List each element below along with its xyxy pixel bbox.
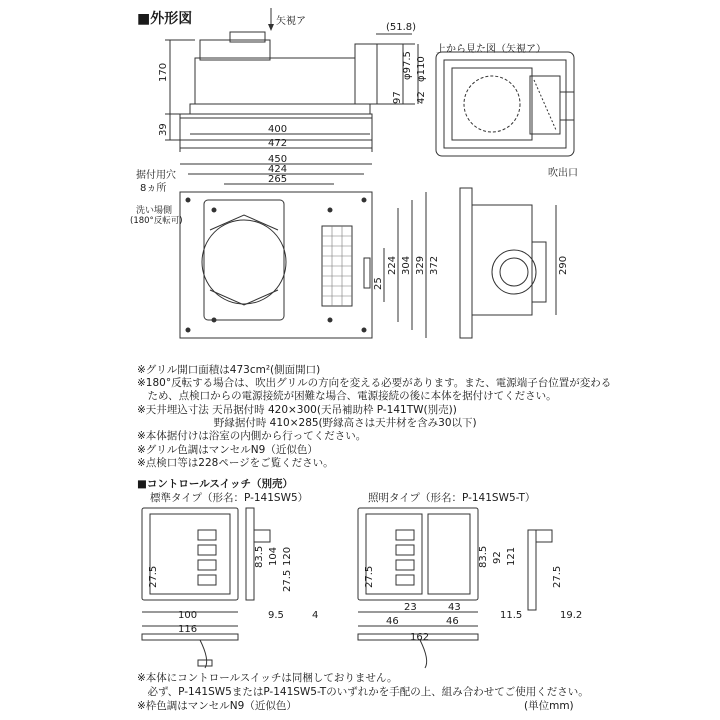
front-view-unit <box>165 8 418 152</box>
footer-note-0: ※本体にコントロールスイッチは同梱しておりません。 <box>137 672 398 684</box>
dim-light-6: 46 <box>386 616 399 627</box>
dim-front-0: (51.8) <box>386 22 417 33</box>
dim-std-5: 100 <box>178 610 198 621</box>
standard-type-label: 標準タイプ（形名：P-141SW5） <box>150 492 309 504</box>
dim-light-7: 46 <box>446 616 459 627</box>
side-view-unit <box>460 188 556 338</box>
dim-light-0: 83.5 <box>478 545 489 568</box>
top-view-caption: 上から見た図（矢視ア） <box>436 44 546 55</box>
dim-light-5: 43 <box>448 602 461 613</box>
dim-front-7: 400 <box>268 124 288 135</box>
dim-std-2: 120 <box>282 546 293 566</box>
dim-front-1: φ97.5 <box>402 51 413 80</box>
standard-switch-drawing <box>142 508 270 668</box>
section-title: ■外形図 <box>137 11 193 27</box>
dim-plan-2: 265 <box>268 174 288 185</box>
dim-light-10: 19.2 <box>560 610 583 621</box>
dim-plan-5: 304 <box>401 255 412 275</box>
dim-std-3: 27.5 <box>148 565 159 588</box>
wash-side-label: 洗い場側 <box>136 206 173 216</box>
dim-std-0: 83.5 <box>254 545 265 568</box>
dim-std-7: 9.5 <box>268 610 284 621</box>
dim-plan-3: 25 <box>373 277 384 290</box>
dim-light-8: 162 <box>410 632 430 643</box>
dim-front-5: 42 <box>416 91 427 104</box>
dim-light-rot: 27.5 <box>552 565 563 588</box>
dim-light-2: 121 <box>506 546 517 566</box>
dim-std-4: 27.5 <box>282 569 293 592</box>
note-2: ため、点検口からの電源接続が困難な場合、電源接続の後に本体を据付けてください。 <box>137 390 557 402</box>
dim-plan-6: 329 <box>415 255 426 275</box>
dim-plan-8: 290 <box>558 255 569 275</box>
note-7: ※点検口等は228ページをご覧ください。 <box>137 457 334 469</box>
footer-note-1: 必ず、P-141SW5またはP-141SW5-Tのいずれかを手配の上、組み合わせてご使用ください。 <box>137 686 589 698</box>
rotate-label: (180°反転可) <box>130 216 183 226</box>
mount-hole-label: 据付用穴 <box>136 170 176 181</box>
unit-label: (単位mm) <box>524 700 574 712</box>
dim-front-2: φ110 <box>416 56 427 82</box>
note-6: ※グリル色調はマンセルN9（近似色） <box>137 444 318 456</box>
dim-front-8: 472 <box>268 138 288 149</box>
dim-light-3: 27.5 <box>364 565 375 588</box>
top-view-unit <box>436 52 574 156</box>
dim-std-6: 116 <box>178 624 198 635</box>
note-0: ※グリル開口面積は473cm²(側面開口) <box>137 364 321 376</box>
dim-plan-0: 450 <box>268 154 288 165</box>
switch-section-title: ■コントロールスイッチ（別売） <box>137 478 293 490</box>
dim-light-9: 11.5 <box>500 610 523 621</box>
note-3: ※天井埋込寸法 天吊据付時 420×300(天吊補助枠 P-141TW(別売)) <box>137 404 457 416</box>
dim-front-3: 170 <box>158 62 169 82</box>
mount-hole-count: 8ヵ所 <box>140 183 167 194</box>
note-5: ※本体据付けは浴室の内側から行ってください。 <box>137 430 367 442</box>
dim-plan-7: 372 <box>429 255 440 275</box>
dim-front-6: 39 <box>158 123 169 136</box>
footer-note-2: ※枠色調はマンセルN9（近似色） <box>137 700 297 712</box>
note-1: ※180°反転する場合は、吹出グリルの方向を変える必要があります。また、電源端子台位置が変わる <box>137 377 612 389</box>
dim-light-1: 92 <box>492 551 503 564</box>
note-4: 野縁据付時 410×285(野縁高さは天井材を含み30以下) <box>137 417 477 429</box>
dim-std-8: 4 <box>312 610 319 621</box>
dim-plan-4: 224 <box>387 255 398 275</box>
dim-plan-1: 424 <box>268 164 288 175</box>
dim-std-1: 104 <box>268 546 279 566</box>
arrow-label: 矢視ア <box>276 16 306 27</box>
light-type-label: 照明タイプ（形名：P-141SW5-T） <box>368 492 536 504</box>
dim-light-4: 23 <box>404 602 417 613</box>
plan-view-unit <box>180 164 426 338</box>
light-switch-drawing <box>358 508 552 668</box>
dim-front-4: 97 <box>392 91 403 104</box>
outlet-label: 吹出口 <box>548 168 578 179</box>
dimension-labels <box>148 22 582 643</box>
